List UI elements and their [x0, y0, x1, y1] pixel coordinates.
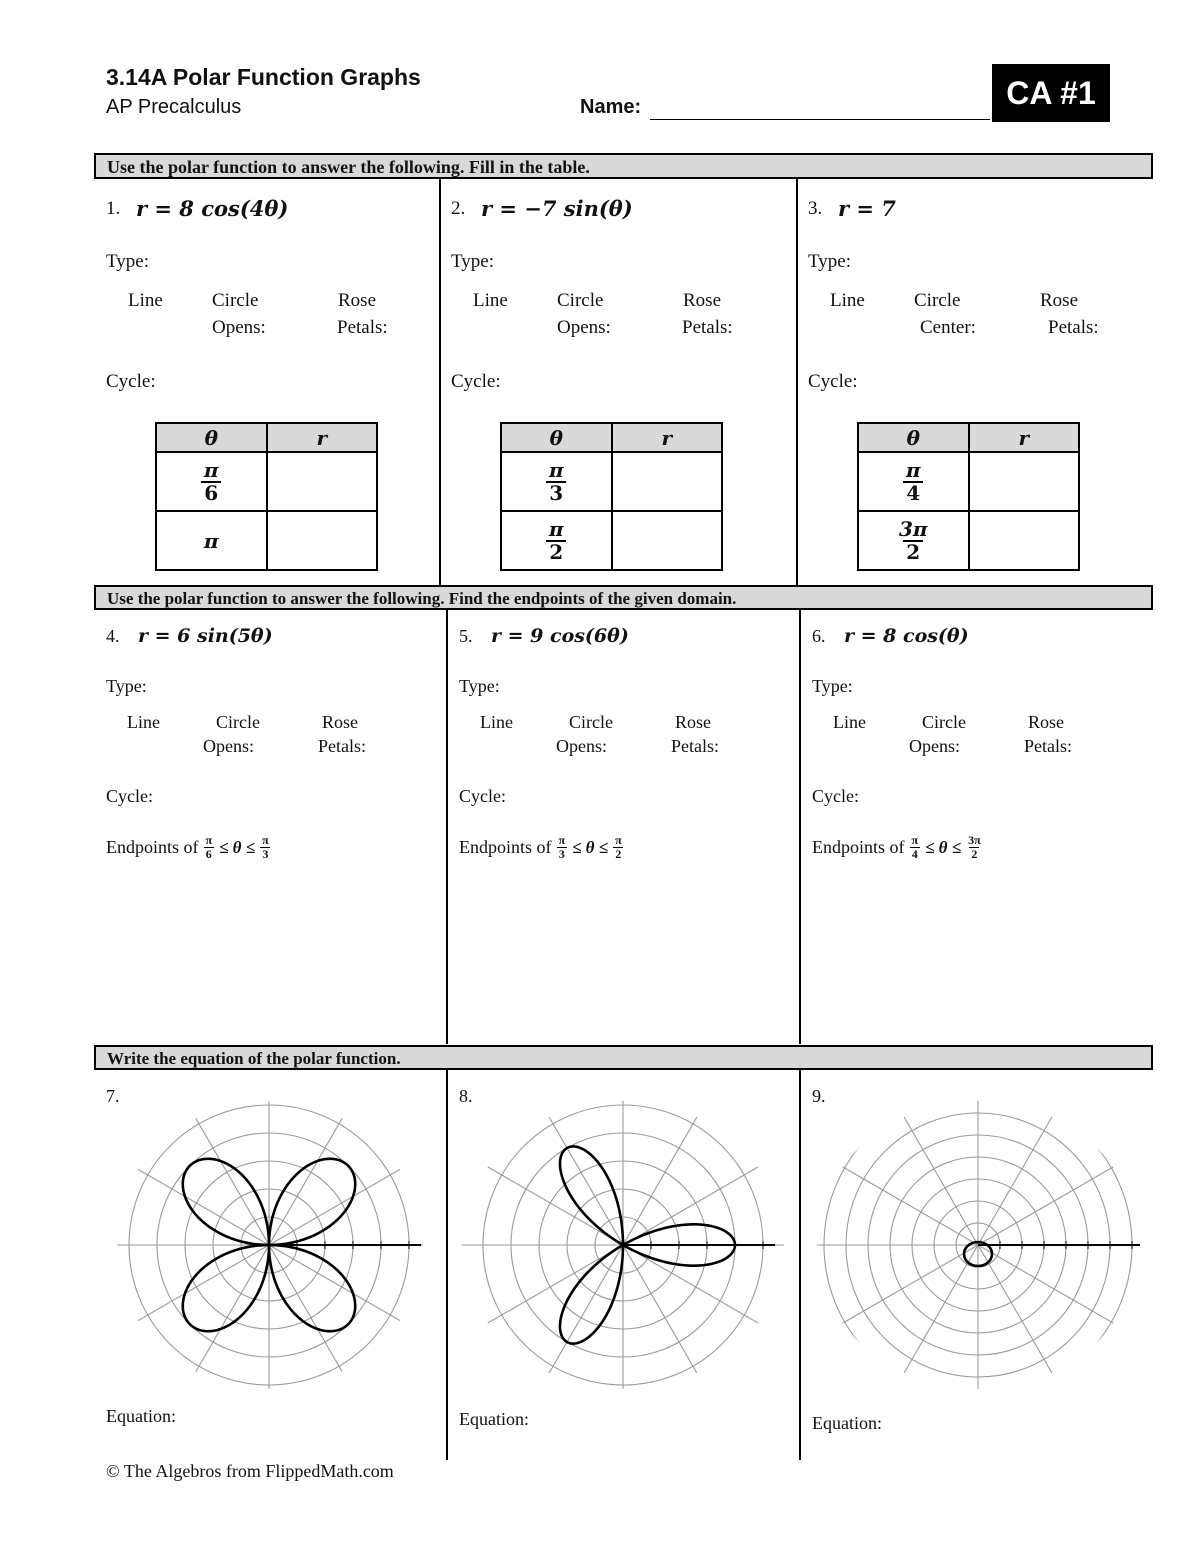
fraction-numerator: π [911, 833, 919, 847]
type-choice-rose[interactable]: Rose [1040, 290, 1078, 311]
type-choice-line[interactable]: Line [127, 712, 160, 732]
theta-fraction [546, 457, 567, 505]
fraction-denominator: 3 [558, 847, 565, 862]
domain-relation: ≤ θ ≤ [925, 837, 962, 857]
sub-label-petals: Petals: [682, 317, 733, 338]
endpoints-label: Endpoints of [812, 837, 905, 858]
cycle-label: Cycle: [812, 786, 859, 806]
fraction-numerator: 3π [898, 516, 928, 541]
r-answer-cell[interactable] [267, 511, 378, 570]
table-row [156, 452, 377, 511]
type-label: Type: [812, 676, 853, 696]
fraction-numerator: 3π [968, 833, 981, 847]
fraction-denominator: 3 [262, 847, 269, 862]
type-choice-line[interactable]: Line [473, 290, 508, 311]
name-field-line[interactable] [650, 119, 990, 120]
fraction-numerator: π [905, 457, 921, 482]
divider [796, 179, 798, 585]
fraction-numerator: π [548, 516, 564, 541]
problem-number: 3. [808, 198, 823, 219]
sub-label-center: Center: [920, 317, 976, 338]
assignment-badge: CA #1 [992, 64, 1110, 122]
table-row [501, 452, 722, 511]
table-row [858, 511, 1079, 570]
domain-relation: ≤ θ ≤ [219, 837, 256, 857]
divider [446, 610, 448, 1044]
endpoints-domain [106, 834, 271, 861]
problem-number: 1. [106, 198, 121, 219]
domain-lower-bound [204, 834, 215, 861]
divider [799, 1070, 801, 1460]
value-table [857, 422, 1080, 571]
type-choice-line[interactable]: Line [128, 290, 163, 311]
divider [799, 610, 801, 1044]
r-answer-cell[interactable] [267, 452, 378, 511]
sub-label-petals: Petals: [1024, 736, 1072, 756]
type-choice-circle[interactable]: Circle [212, 290, 259, 311]
equation-answer-area[interactable] [549, 1409, 779, 1437]
type-choice-rose[interactable]: Rose [683, 290, 721, 311]
problem-equation: r = 8 cos(4θ) [136, 196, 289, 221]
worksheet-title: 3.14A Polar Function Graphs [106, 64, 421, 90]
r-answer-cell[interactable] [969, 452, 1080, 511]
polar-graph-problem-8 [462, 1100, 787, 1390]
fraction-numerator: π [548, 457, 564, 482]
domain-relation: ≤ θ ≤ [572, 837, 609, 857]
problem-number: 7. [106, 1086, 120, 1106]
fraction-numerator: π [558, 833, 566, 847]
table-header: θ [858, 423, 969, 452]
answer-area[interactable] [106, 880, 426, 1030]
value-table [500, 422, 723, 571]
sub-label-opens: Opens: [203, 736, 254, 756]
section3-instruction: Write the equation of the polar function. [94, 1045, 1153, 1070]
theta-fraction [896, 516, 931, 564]
table-header: θ [156, 423, 267, 452]
cycle-label: Cycle: [106, 786, 153, 806]
answer-area[interactable] [459, 880, 779, 1030]
fraction-denominator: 3 [546, 481, 566, 504]
domain-lower-bound [910, 834, 921, 861]
endpoints-domain [459, 834, 624, 861]
type-choice-rose[interactable]: Rose [675, 712, 711, 732]
endpoints-domain [812, 834, 983, 861]
section2-instruction: Use the polar function to answer the following. Find the endpoints of the given domain. [94, 585, 1153, 610]
fraction-denominator: 4 [903, 481, 923, 504]
domain-lower-bound [557, 834, 568, 861]
sub-label-opens: Opens: [556, 736, 607, 756]
type-choice-circle[interactable]: Circle [569, 712, 613, 732]
equation-label: Equation: [459, 1409, 529, 1429]
type-label: Type: [106, 676, 147, 696]
type-choice-rose[interactable]: Rose [322, 712, 358, 732]
problem-equation: r = −7 sin(θ) [481, 196, 633, 221]
fraction-denominator: 2 [971, 847, 978, 862]
theta-cell [501, 511, 612, 570]
fraction-denominator: 6 [205, 847, 212, 862]
domain-upper-bound [260, 834, 271, 861]
type-choice-line[interactable]: Line [480, 712, 513, 732]
name-label: Name: [580, 96, 642, 118]
sub-label-petals: Petals: [671, 736, 719, 756]
fraction-numerator: π [262, 833, 269, 847]
theta-cell [501, 452, 612, 511]
table-header: r [969, 423, 1080, 452]
fraction-denominator: 2 [903, 540, 923, 563]
fraction-denominator: 4 [911, 847, 918, 862]
table-header: θ [501, 423, 612, 452]
type-choice-circle[interactable]: Circle [216, 712, 260, 732]
answer-area[interactable] [812, 880, 1132, 1030]
endpoints-label: Endpoints of [459, 837, 552, 858]
theta-fraction [201, 457, 222, 505]
table-header: r [612, 423, 723, 452]
theta-fraction [903, 457, 924, 505]
polar-graph-problem-9 [815, 1100, 1140, 1390]
type-label: Type: [808, 251, 851, 272]
theta-cell [858, 511, 969, 570]
equation-answer-area[interactable] [196, 1406, 426, 1434]
fraction-denominator: 6 [201, 481, 221, 504]
table-header: r [267, 423, 378, 452]
problem-number: 6. [812, 626, 826, 646]
divider [446, 1070, 448, 1460]
table-row [858, 452, 1079, 511]
copyright: © The Algebros from FlippedMath.com [106, 1461, 394, 1481]
r-answer-cell[interactable] [612, 511, 723, 570]
equation-answer-area[interactable] [902, 1413, 1132, 1441]
problem-equation: r = 7 [838, 196, 896, 221]
cycle-label: Cycle: [808, 371, 858, 392]
fraction-denominator: 2 [615, 847, 622, 862]
type-label: Type: [451, 251, 494, 272]
fraction-denominator: 2 [546, 540, 566, 563]
problem-equation: r = 9 cos(6θ) [491, 625, 629, 647]
problem-number: 8. [459, 1086, 473, 1106]
theta-fraction [546, 516, 567, 564]
type-choice-circle[interactable]: Circle [922, 712, 966, 732]
cycle-label: Cycle: [459, 786, 506, 806]
theta-cell [858, 452, 969, 511]
cycle-label: Cycle: [106, 371, 156, 392]
polar-graph-problem-7 [117, 1100, 427, 1390]
sub-label-petals: Petals: [318, 736, 366, 756]
type-choice-line[interactable]: Line [833, 712, 866, 732]
problem-number: 9. [812, 1086, 826, 1106]
r-answer-cell[interactable] [612, 452, 723, 511]
problem-equation: r = 6 sin(5θ) [138, 625, 273, 647]
type-choice-circle[interactable]: Circle [914, 290, 961, 311]
divider [439, 179, 441, 585]
r-answer-cell[interactable] [969, 511, 1080, 570]
problem-number: 5. [459, 626, 473, 646]
fraction-numerator: π [205, 833, 213, 847]
type-label: Type: [459, 676, 500, 696]
type-choice-rose[interactable]: Rose [338, 290, 376, 311]
type-choice-rose[interactable]: Rose [1028, 712, 1064, 732]
table-row [501, 511, 722, 570]
equation-label: Equation: [106, 1406, 176, 1426]
sub-label-petals: Petals: [337, 317, 388, 338]
section1-instruction: Use the polar function to answer the following. Fill in the table. [94, 153, 1153, 179]
course-name: AP Precalculus [106, 96, 242, 118]
table-row [156, 511, 377, 570]
problem-number: 2. [451, 198, 466, 219]
sub-label-petals: Petals: [1048, 317, 1099, 338]
domain-upper-bound [966, 834, 983, 861]
sub-label-opens: Opens: [557, 317, 611, 338]
cycle-label: Cycle: [451, 371, 501, 392]
fraction-numerator: π [203, 457, 219, 482]
theta-cell [156, 452, 267, 511]
domain-upper-bound [613, 834, 624, 861]
theta-cell [156, 511, 267, 570]
type-choice-circle[interactable]: Circle [557, 290, 604, 311]
problem-number: 4. [106, 626, 120, 646]
sub-label-opens: Opens: [909, 736, 960, 756]
sub-label-opens: Opens: [212, 317, 266, 338]
equation-label: Equation: [812, 1413, 882, 1433]
type-label: Type: [106, 251, 149, 272]
value-table [155, 422, 378, 571]
problem-equation: r = 8 cos(θ) [844, 625, 969, 647]
theta-value: π [203, 528, 219, 553]
endpoints-label: Endpoints of [106, 837, 199, 858]
fraction-numerator: π [615, 833, 622, 847]
type-choice-line[interactable]: Line [830, 290, 865, 311]
